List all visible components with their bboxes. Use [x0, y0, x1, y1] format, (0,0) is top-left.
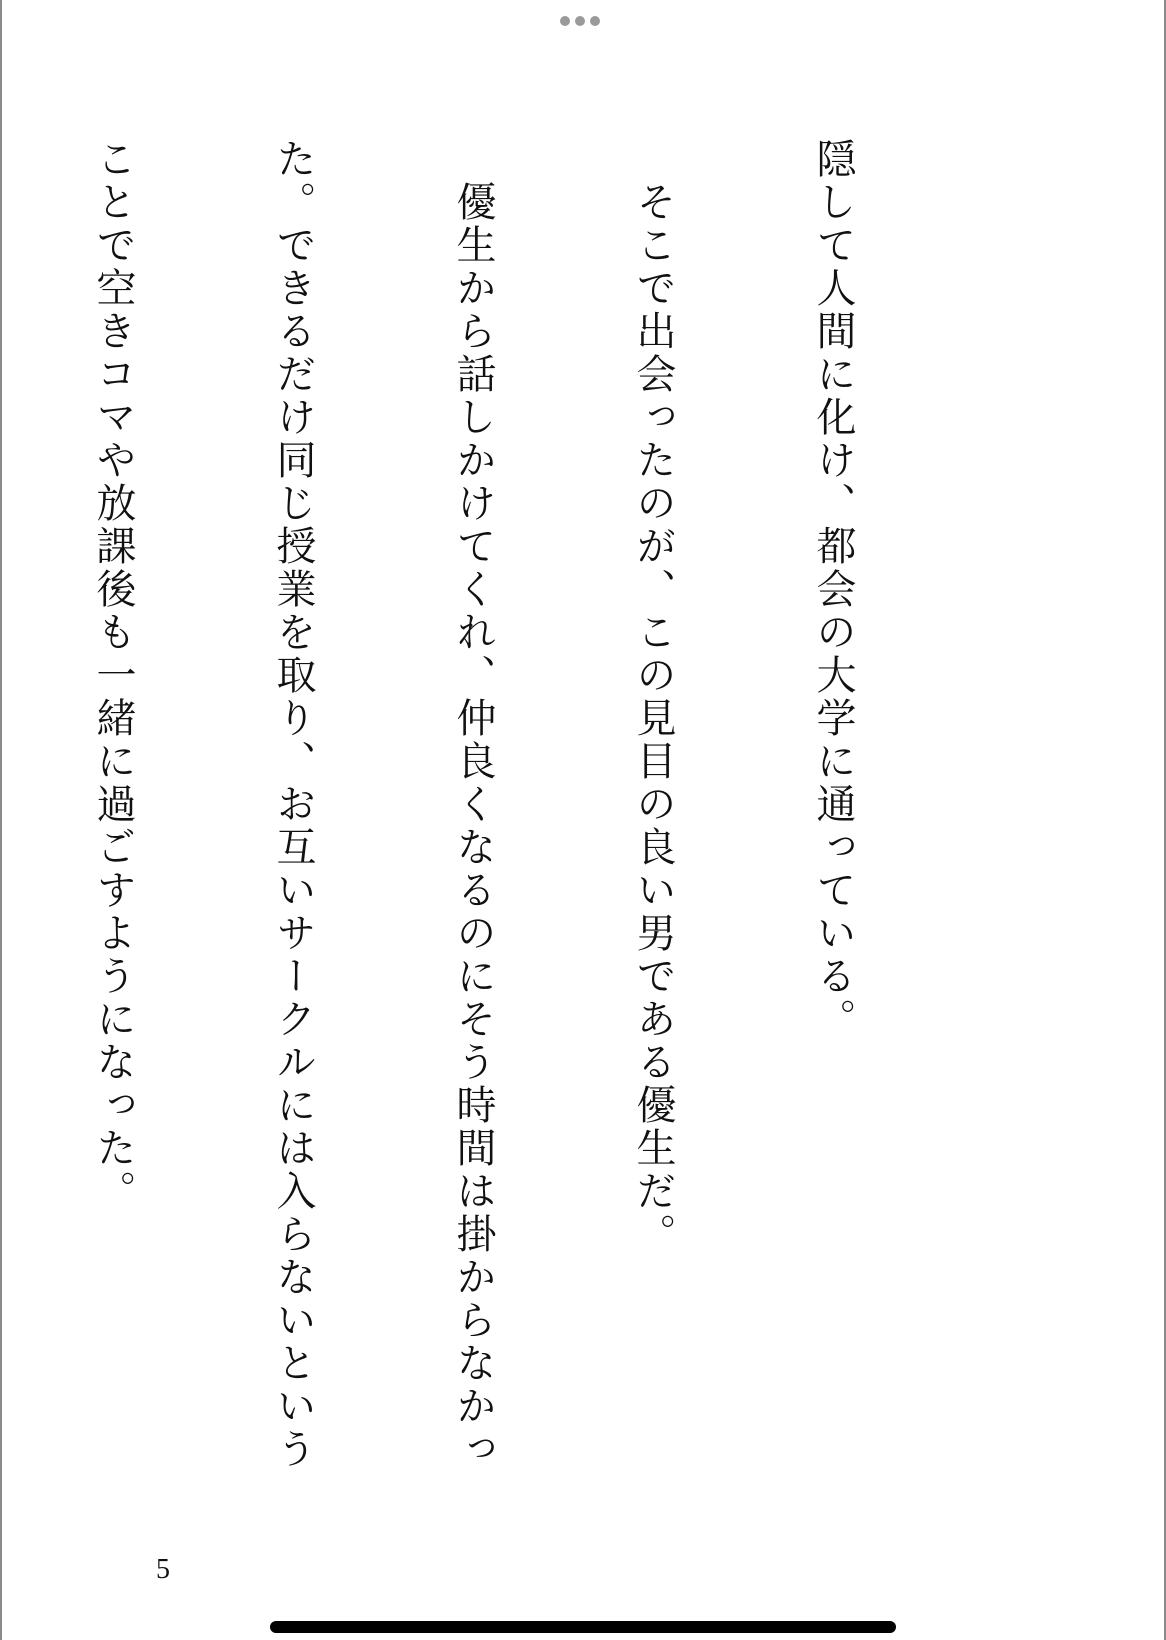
text-line: 隠して人間に化け、都会の大学に通っている。 — [810, 138, 856, 1041]
text-line: ことで空きコマや放課後も一緒に過ごすようになった。 — [90, 138, 136, 1213]
more-options-icon[interactable] — [560, 16, 600, 26]
dot — [560, 16, 570, 26]
dot — [575, 16, 585, 26]
page-number: 5 — [156, 1554, 170, 1585]
text-line: た。できるだけ同じ授業を取り、お互いサークルには入らないという — [270, 138, 316, 1471]
text-line: そこで出会ったのが、この見目の良い男である優生だ。 — [630, 138, 676, 1256]
home-indicator[interactable] — [270, 1621, 896, 1633]
dot — [590, 16, 600, 26]
text-line: 優生から話しかけてくれ、仲良くなるのにそう時間は掛からなかっ — [450, 138, 496, 1471]
vertical-text-body — [0, 138, 983, 1478]
